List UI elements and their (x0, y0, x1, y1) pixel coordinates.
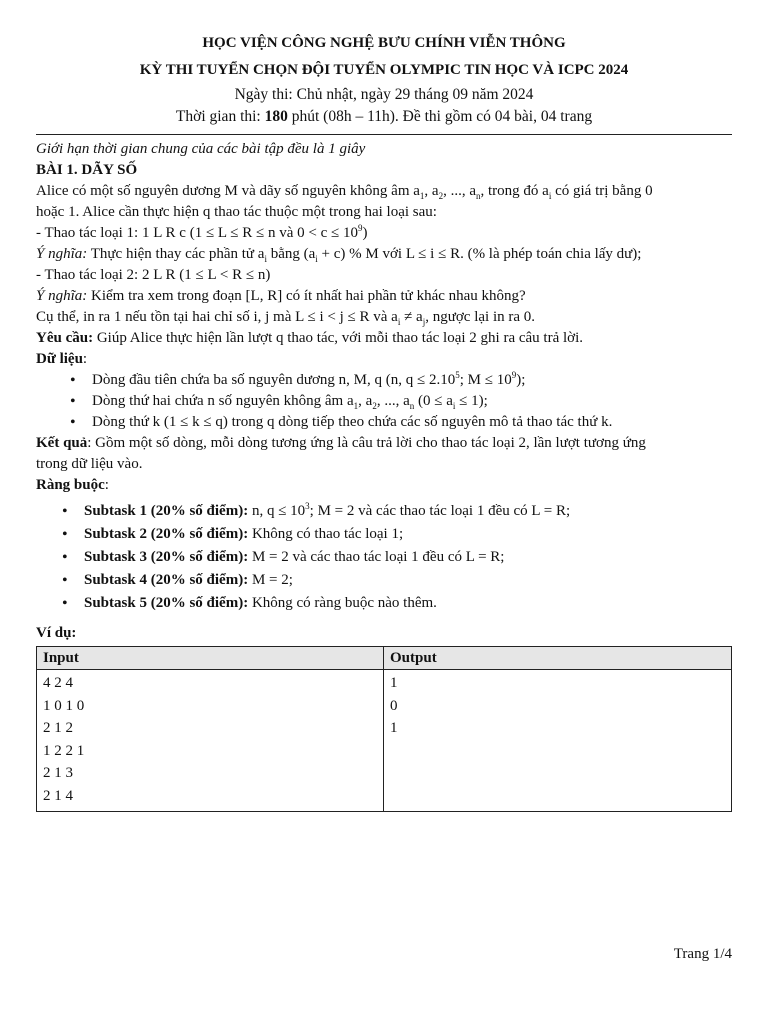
operation-2-detail: Cụ thể, in ra 1 nếu tồn tại hai chỉ số i, j mà L ≤ i < j ≤ R và $a_i \ne a_j$, ngược lại in ra 0. (36, 309, 536, 327)
operation-1-meaning: Ý nghĩa: Thực hiện thay các phần tử $a_i$ bằng $(a_i + c)$ % M với L ≤ i ≤ R. (% là phép toán chia lấy dư); (36, 246, 642, 264)
table-header-input: Input (37, 647, 384, 670)
output-line: 0 (390, 697, 398, 714)
subtask-item: • Subtask 1 (20% số điểm): n, $q \le 10^3$; M = 2 và các thao tác loại 1 đều có L = R; (36, 500, 732, 523)
page-number: Trang 1/4 (673, 946, 732, 962)
header-divider (36, 134, 732, 135)
exam-duration: Thời gian thi: 180 phút (08h – 11h). Đề thi gồm có 04 bài, 04 trang (175, 108, 593, 125)
subtask-item: • Subtask 5 (20% số điểm): Không có ràng buộc nào thêm. (36, 592, 732, 615)
example-table (36, 646, 732, 812)
problem-title: BÀI 1. DÃY SỐ (36, 162, 138, 178)
requirement: Yêu cầu: Giúp Alice thực hiện lần lượt q thao tác, với mỗi thao tác loại 2 ghi ra câu trả lời. (36, 330, 584, 346)
exam-page (36, 30, 732, 812)
subtask-item: • Subtask 4 (20% số điểm): M = 2; (36, 569, 732, 592)
input-description-list (36, 370, 732, 433)
output-description: Kết quả: Gồm một số dòng, mỗi dòng tương ứng là câu trả lời cho thao tác loại 2, lần lượt tương ứng (36, 435, 646, 451)
subtask-item: • Subtask 2 (20% số điểm): Không có thao tác loại 1; (36, 523, 732, 546)
problem-intro-line2: hoặc 1. Alice cần thực hiện q thao tác thuộc một trong hai loại sau: (36, 204, 437, 220)
input-line: 4 2 4 (43, 675, 73, 691)
input-heading: Dữ liệu: (36, 351, 88, 367)
example-heading: Ví dụ: (36, 625, 77, 641)
output-line: 1 (390, 720, 398, 736)
operation-2-meaning: Ý nghĩa: Kiểm tra xem trong đoạn [L, R] có ít nhất hai phần tử khác nhau không? (36, 288, 526, 304)
input-line: 2 1 3 (43, 765, 73, 781)
input-line: 2 1 2 (43, 720, 73, 736)
table-header-output: Output (384, 647, 732, 670)
input-line: 1 0 1 0 (43, 697, 85, 714)
example-input-cell (37, 670, 384, 812)
output-line: 1 (390, 675, 398, 691)
list-item: • Dòng thứ hai chứa n số nguyên không âm $a_1$, $a_2$, ..., $a_n$ $(0 \le a_i \le 1)$; (36, 391, 732, 412)
input-line: 2 1 4 (43, 787, 73, 804)
output-description-line2: trong dữ liệu vào. (36, 456, 143, 472)
subtask-item: • Subtask 3 (20% số điểm): M = 2 và các thao tác loại 1 đều có L = R; (36, 546, 732, 569)
list-item: • Dòng thứ k (1 ≤ k ≤ q) trong q dòng tiếp theo chứa các số nguyên mô tả thao tác thứ k. (36, 412, 732, 433)
input-line: 1 2 2 1 (43, 742, 85, 759)
example-output-cell (384, 670, 732, 812)
institution-title: HỌC VIỆN CÔNG NGHỆ BƯU CHÍNH VIỄN THÔNG (202, 35, 566, 51)
problem-intro: Alice có một số nguyên dương M và dãy số nguyên không âm $a_1$, $a_2$, ..., $a_n$, trong đó $a_i$ có giá trị bằng 0 (36, 183, 653, 201)
constraints-heading: Ràng buộc: (36, 477, 109, 493)
time-limit-note: Giới hạn thời gian chung của các bài tập đều là 1 giây (36, 141, 366, 157)
operation-type-1: - Thao tác loại 1: 1 L R c (1 ≤ L ≤ R ≤ n và $0 < c \le 10^9$) (36, 223, 368, 241)
exam-date: Ngày thi: Chủ nhật, ngày 29 tháng 09 năm 2024 (234, 86, 534, 103)
list-item: • Dòng đầu tiên chứa ba số nguyên dương n, M, q (n, $q \le 2.10^5$; $M \le 10^9$); (36, 370, 732, 391)
subtask-list (36, 500, 732, 615)
exam-title: KỲ THI TUYỂN CHỌN ĐỘI TUYỂN OLYMPIC TIN HỌC VÀ ICPC 2024 (139, 62, 629, 78)
operation-type-2: - Thao tác loại 2: 2 L R (1 ≤ L < R ≤ n) (36, 267, 271, 283)
